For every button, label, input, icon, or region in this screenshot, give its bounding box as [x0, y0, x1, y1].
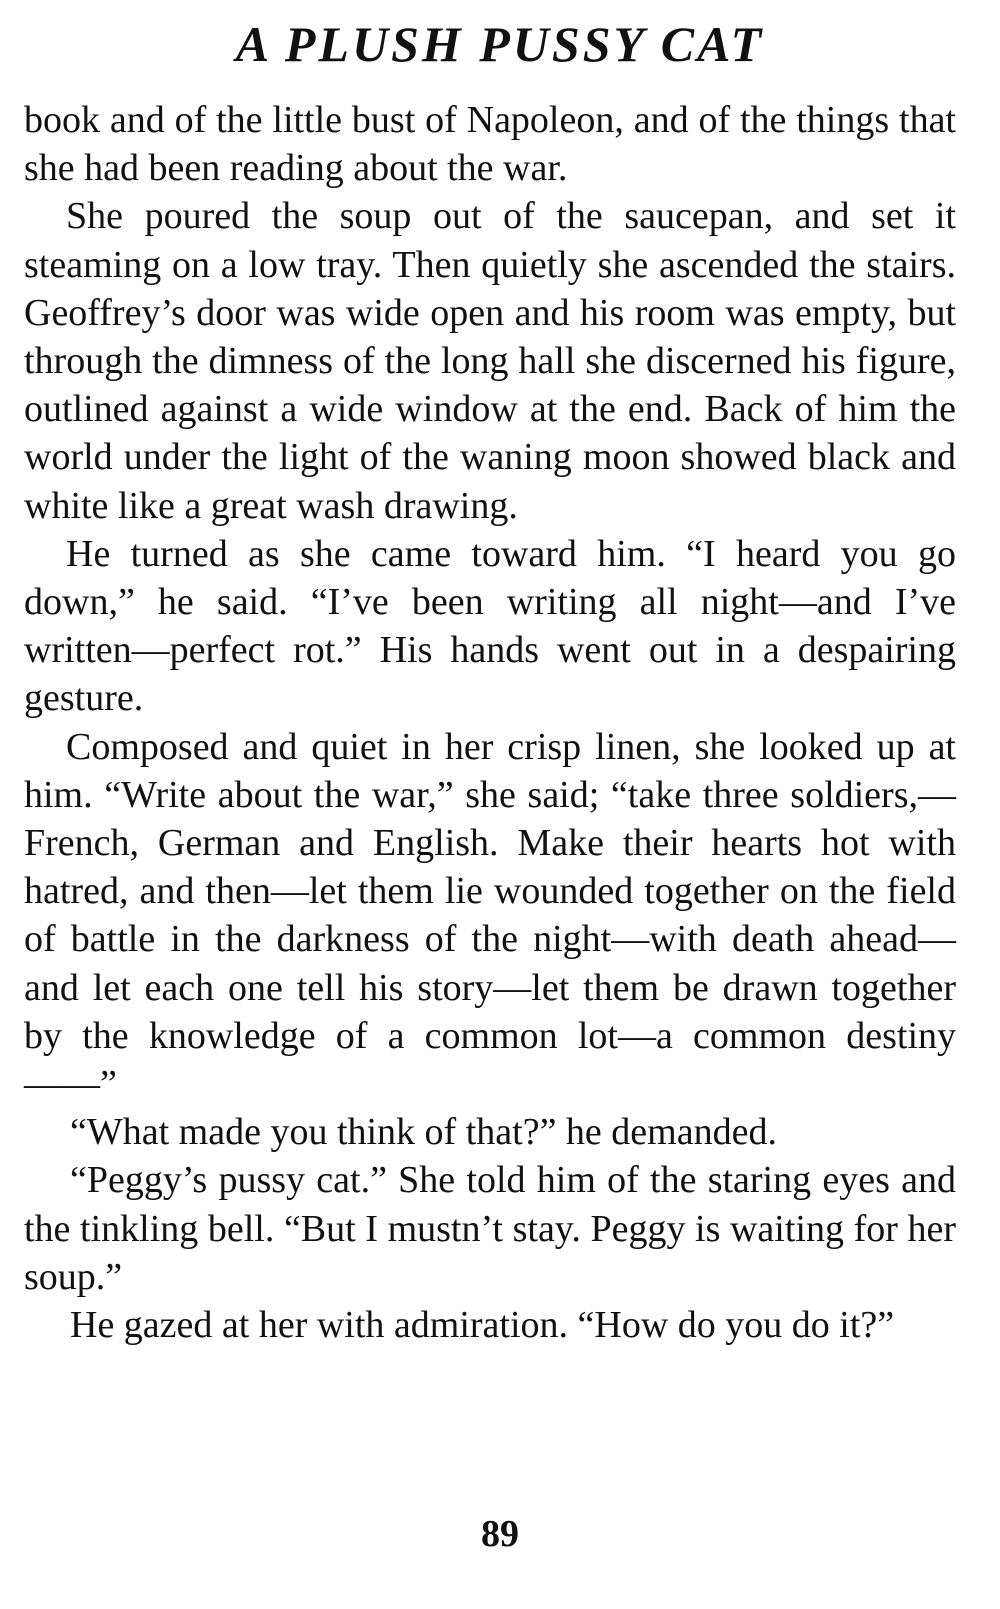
running-head: A PLUSH PUSSY CAT — [235, 16, 765, 72]
paragraph: She poured the soup out of the saucepan, and set it steaming on a low tray. Then quietly she ascended the stairs. Geoffrey’s door was wide open and his room was empty, but through the dimness of the long hall she discerned his figure, outlined against a wide window at the end. Back of him the world under the light of the waning moon showed black and white like a great wash drawing. — [24, 195, 956, 527]
body-text — [24, 96, 956, 1349]
paragraph: He gazed at her with admiration. “How do you do it?” — [70, 1304, 895, 1347]
paragraph: He turned as she came toward him. “I heard you go down,” he said. “I’ve been writing all night—and I’ve written—perfect rot.” His hands went out in a despairing gesture. — [24, 532, 956, 720]
paragraph: “What made you think of that?” he demanded. — [70, 1111, 777, 1154]
page-number: 89 — [481, 1513, 519, 1555]
paragraph: Composed and quiet in her crisp linen, she looked up at him. “Write about the war,” she said; “take three soldiers,—French, German and English. Make their hearts hot with hatred, and then—let them lie wounded together on the field of battle in the darkness of the night—with death ahead—and let each one tell his story—let them be drawn together by the knowledge of a common lot—a common destiny ——” — [24, 725, 956, 1106]
paragraph: “Peggy’s pussy cat.” She told him of the staring eyes and the tinkling bell. “But I mustn’t stay. Peggy is waiting for her soup.” — [24, 1159, 956, 1298]
paragraph-continuation: book and of the little bust of Napoleon, and of the things that she had been reading about the war. — [24, 99, 956, 190]
